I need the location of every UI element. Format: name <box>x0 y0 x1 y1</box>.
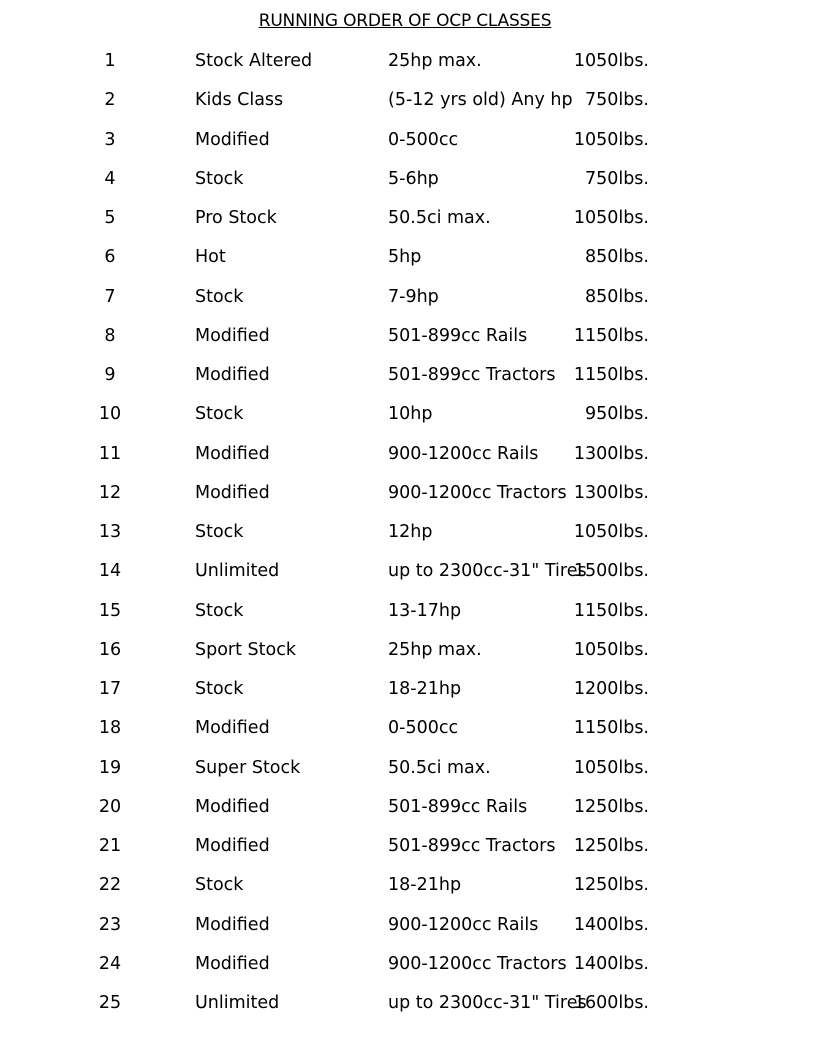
row-spec: 501-899cc Rails <box>388 325 528 346</box>
table-row <box>0 439 816 478</box>
row-spec: 18-21hp <box>388 875 462 896</box>
row-number: 25 <box>98 993 122 1013</box>
row-weight: 1250lbs. <box>573 796 649 817</box>
row-weight: 1150lbs. <box>573 600 649 621</box>
row-weight: 1050lbs. <box>573 51 649 71</box>
table-row <box>0 556 816 595</box>
table-row <box>0 753 816 792</box>
table-row <box>0 46 816 85</box>
row-class: Hot <box>195 247 226 268</box>
row-weight: 1400lbs. <box>573 953 649 974</box>
row-number: 13 <box>98 522 122 542</box>
row-weight: 1200lbs. <box>573 679 649 699</box>
row-number: 20 <box>98 796 122 817</box>
table-row <box>0 282 816 321</box>
row-number: 11 <box>98 443 122 464</box>
table-row <box>0 203 816 242</box>
row-number: 8 <box>104 325 116 346</box>
row-class: Unlimited <box>195 561 280 582</box>
table-row <box>0 478 816 517</box>
table-row <box>0 635 816 674</box>
row-number: 5 <box>104 208 116 228</box>
row-class: Sport Stock <box>195 639 296 660</box>
row-spec: 900-1200cc Tractors <box>388 953 567 974</box>
row-number: 2 <box>104 90 116 111</box>
row-weight: 1300lbs. <box>573 443 649 464</box>
row-spec: 12hp <box>388 522 433 542</box>
row-number: 18 <box>98 718 122 739</box>
table-row <box>0 125 816 164</box>
row-spec: up to 2300cc-31" Tires <box>388 561 587 582</box>
row-class: Stock <box>195 875 244 896</box>
row-weight: 950lbs. <box>584 404 649 425</box>
row-spec: 900-1200cc Rails <box>388 914 539 935</box>
row-spec: 25hp max. <box>388 51 482 71</box>
row-number: 3 <box>104 129 116 150</box>
page-title: RUNNING ORDER OF OCP CLASSES <box>258 11 552 31</box>
row-spec: (5-12 yrs old) Any hp <box>388 90 573 111</box>
row-weight: 1150lbs. <box>573 365 649 385</box>
row-class: Super Stock <box>195 757 301 778</box>
row-class: Modified <box>195 718 270 739</box>
table-row <box>0 399 816 438</box>
row-class: Modified <box>195 914 270 935</box>
row-weight: 750lbs. <box>584 168 649 189</box>
table-row <box>0 949 816 988</box>
row-weight: 1050lbs. <box>573 129 649 150</box>
row-class: Modified <box>195 129 270 150</box>
table-row <box>0 517 816 556</box>
row-weight: 750lbs. <box>584 90 649 111</box>
table-row <box>0 988 816 1027</box>
row-weight: 1050lbs. <box>573 757 649 778</box>
row-weight: 1250lbs. <box>573 875 649 896</box>
row-spec: up to 2300cc-31" Tires <box>388 993 587 1013</box>
row-weight: 1150lbs. <box>573 325 649 346</box>
row-weight: 1500lbs. <box>573 561 649 582</box>
row-spec: 10hp <box>388 404 433 425</box>
row-weight: 1050lbs. <box>573 522 649 542</box>
table-row <box>0 85 816 124</box>
row-class: Modified <box>195 953 270 974</box>
row-spec: 0-500cc <box>388 129 459 150</box>
row-spec: 0-500cc <box>388 718 459 739</box>
table-row <box>0 713 816 752</box>
table-row <box>0 242 816 281</box>
row-weight: 1150lbs. <box>573 718 649 739</box>
row-spec: 7-9hp <box>388 286 439 307</box>
row-spec: 5hp <box>388 247 422 268</box>
row-class: Pro Stock <box>195 208 277 228</box>
row-weight: 850lbs. <box>584 247 649 268</box>
row-number: 14 <box>98 561 122 582</box>
row-class: Stock <box>195 600 244 621</box>
row-spec: 5-6hp <box>388 168 439 189</box>
row-spec: 900-1200cc Tractors <box>388 482 567 503</box>
row-weight: 1250lbs. <box>573 836 649 856</box>
table-row <box>0 321 816 360</box>
row-weight: 1050lbs. <box>573 639 649 660</box>
row-class: Stock <box>195 168 244 189</box>
row-number: 22 <box>98 875 122 896</box>
row-spec: 25hp max. <box>388 639 482 660</box>
row-spec: 18-21hp <box>388 679 462 699</box>
row-class: Kids Class <box>195 90 284 111</box>
table-row <box>0 792 816 831</box>
row-weight: 1300lbs. <box>573 482 649 503</box>
row-class: Modified <box>195 443 270 464</box>
row-class: Unlimited <box>195 993 280 1013</box>
row-number: 16 <box>98 639 122 660</box>
table-row <box>0 360 816 399</box>
row-class: Modified <box>195 836 270 856</box>
row-number: 4 <box>104 168 116 189</box>
row-number: 6 <box>104 247 116 268</box>
row-weight: 1050lbs. <box>573 208 649 228</box>
row-number: 19 <box>98 757 122 778</box>
class-order-table <box>0 46 816 1027</box>
row-number: 10 <box>98 404 122 425</box>
row-weight: 850lbs. <box>584 286 649 307</box>
table-row <box>0 674 816 713</box>
row-number: 1 <box>104 51 116 71</box>
row-number: 17 <box>98 679 122 699</box>
row-number: 7 <box>104 286 116 307</box>
row-number: 23 <box>98 914 122 935</box>
row-weight: 1400lbs. <box>573 914 649 935</box>
row-number: 24 <box>98 953 122 974</box>
row-spec: 50.5ci max. <box>388 757 491 778</box>
row-number: 15 <box>98 600 122 621</box>
table-row <box>0 870 816 909</box>
row-class: Modified <box>195 796 270 817</box>
table-row <box>0 910 816 949</box>
row-number: 12 <box>98 482 122 503</box>
row-spec: 501-899cc Tractors <box>388 836 556 856</box>
row-class: Stock <box>195 522 244 542</box>
table-row <box>0 596 816 635</box>
row-spec: 900-1200cc Rails <box>388 443 539 464</box>
row-class: Stock <box>195 286 244 307</box>
row-class: Modified <box>195 325 270 346</box>
row-spec: 50.5ci max. <box>388 208 491 228</box>
row-spec: 501-899cc Tractors <box>388 365 556 385</box>
row-number: 21 <box>98 836 122 856</box>
row-class: Stock <box>195 679 244 699</box>
row-class: Modified <box>195 482 270 503</box>
row-weight: 1600lbs. <box>573 993 649 1013</box>
row-class: Modified <box>195 365 270 385</box>
table-row <box>0 831 816 870</box>
table-row <box>0 164 816 203</box>
row-spec: 501-899cc Rails <box>388 796 528 817</box>
row-number: 9 <box>104 365 116 385</box>
row-class: Stock Altered <box>195 51 313 71</box>
row-spec: 13-17hp <box>388 600 462 621</box>
row-class: Stock <box>195 404 244 425</box>
